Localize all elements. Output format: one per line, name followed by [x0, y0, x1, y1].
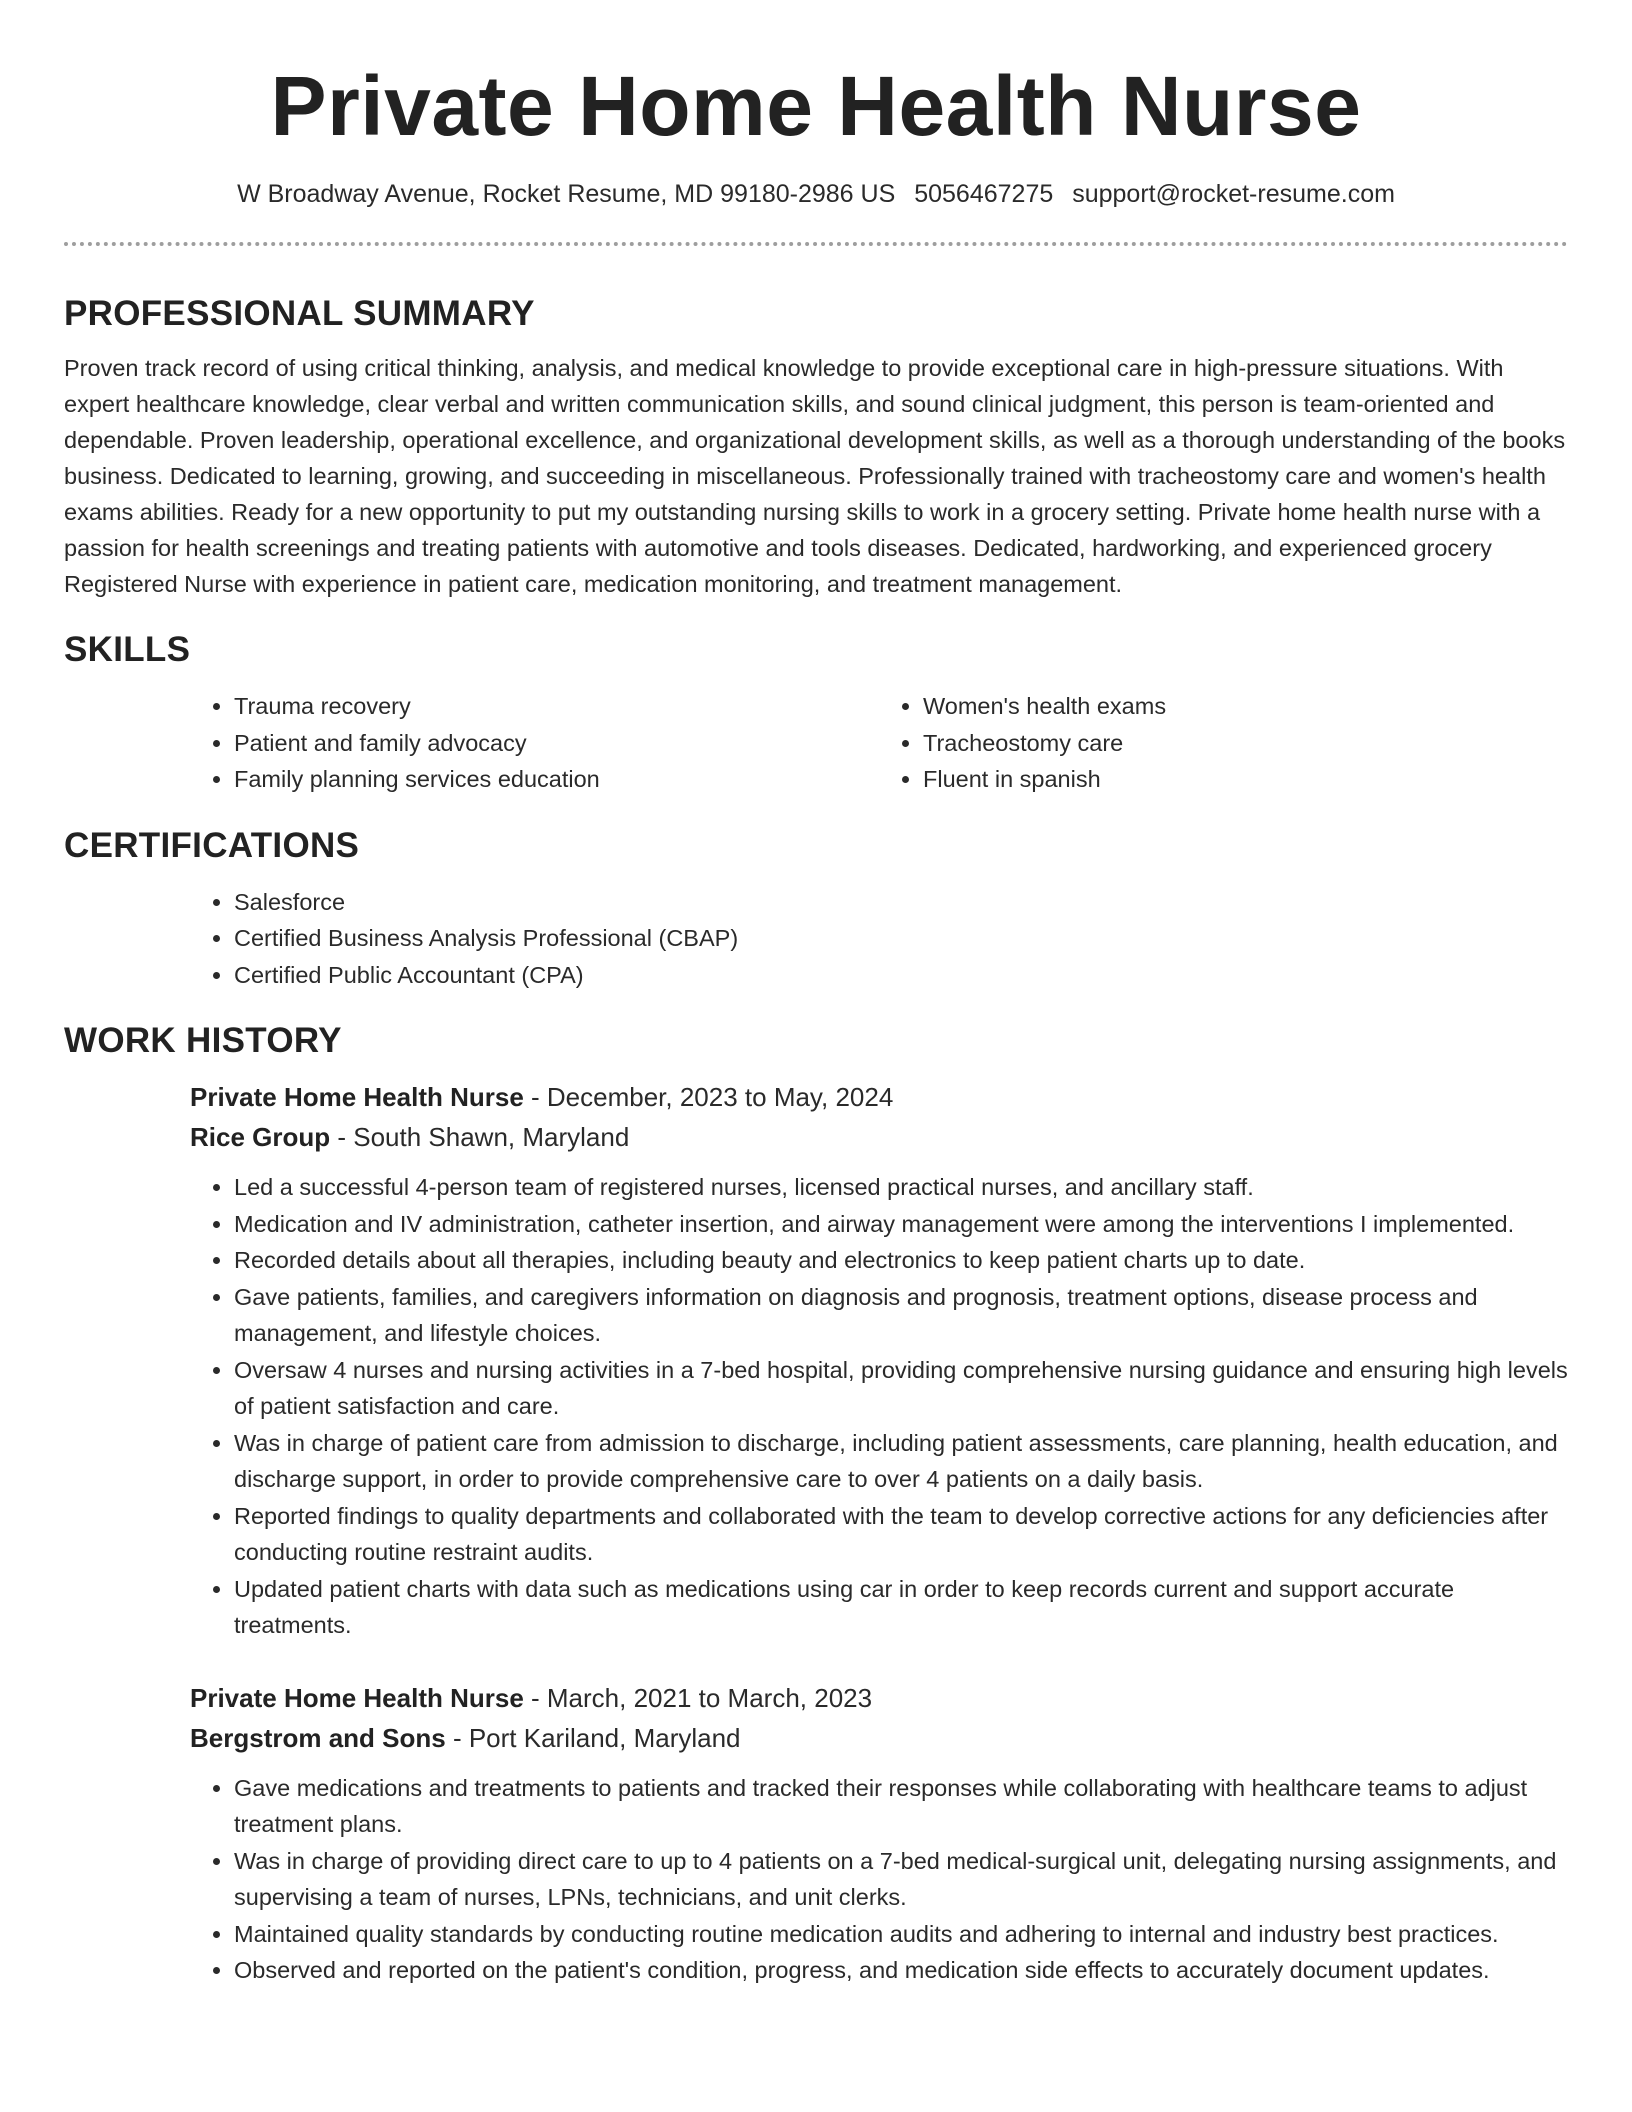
section-title-summary: PROFESSIONAL SUMMARY: [64, 294, 535, 333]
section-title-skills: SKILLS: [64, 630, 191, 669]
job-bullet: • Was in charge of patient care from admission to discharge, including patient assessments, care planning, health education, and discharge support, in order to provide comprehensive care to over 4 patients on a daily basis.: [234, 1425, 1568, 1498]
skill-item: • Women's health exams: [923, 688, 1568, 725]
job-bullet: • Recorded details about all therapies, including beauty and electronics to keep patient charts up to date.: [234, 1242, 1568, 1279]
resume-page: [64, 0, 1568, 1989]
certification-item: • Certified Public Accountant (CPA): [234, 957, 1568, 994]
job-bullet: • Reported findings to quality departments and collaborated with the team to develop corrective actions for any deficiencies after conducting routine restraint audits.: [234, 1498, 1568, 1571]
job-bullets: [190, 1770, 1568, 1989]
certification-item: • Certified Business Analysis Professional (CBAP): [234, 920, 1568, 957]
job-location: - South Shawn, Maryland: [330, 1122, 630, 1152]
skills-list-left: [190, 688, 879, 798]
skill-item: • Patient and family advocacy: [234, 725, 879, 762]
job-bullets: [190, 1169, 1568, 1644]
job-bullet: • Gave medications and treatments to patients and tracked their responses while collaborating with healthcare teams to adjust treatment plans.: [234, 1770, 1568, 1843]
job-title-line: [190, 1678, 1568, 1718]
job-company-line: [190, 1718, 1568, 1758]
contact-email: support@rocket-resume.com: [1072, 180, 1395, 208]
job-bullet: • Oversaw 4 nurses and nursing activities in a 7-bed hospital, providing comprehensive nursing guidance and ensuring high levels of patient satisfaction and care.: [234, 1352, 1568, 1425]
contact-line: [64, 178, 1568, 210]
job-bullet: • Updated patient charts with data such as medications using car in order to keep records current and support accurate treatments.: [234, 1571, 1568, 1644]
header-divider: [64, 242, 1568, 246]
job-title: Private Home Health Nurse: [190, 1682, 524, 1713]
certifications-list: [190, 884, 1568, 994]
job-title-line: [190, 1077, 1568, 1117]
job-company: Rice Group: [190, 1122, 331, 1152]
skill-item: • Tracheostomy care: [923, 725, 1568, 762]
contact-address: W Broadway Avenue, Rocket Resume, MD 99180-2986 US: [237, 180, 896, 208]
job-bullet: • Led a successful 4-person team of registered nurses, licensed practical nurses, and ancillary staff.: [234, 1169, 1568, 1206]
contact-phone: 5056467275: [914, 180, 1054, 208]
section-title-work-history: WORK HISTORY: [64, 1021, 342, 1060]
job-bullet: • Maintained quality standards by conducting routine medication audits and adhering to internal and industry best practices.: [234, 1916, 1568, 1953]
job-bullet: • Gave patients, families, and caregivers information on diagnosis and prognosis, treatment options, disease process and management, and lifestyle choices.: [234, 1279, 1568, 1352]
skill-item: • Family planning services education: [234, 761, 879, 798]
job-dates: - March, 2021 to March, 2023: [523, 1682, 873, 1713]
skills-lists: [190, 688, 1568, 798]
certification-item: • Salesforce: [234, 884, 1568, 921]
resume-name: Private Home Health Nurse: [270, 59, 1362, 153]
job-entry: [190, 1678, 1568, 1758]
job-company-line: [190, 1117, 1568, 1157]
job-dates: - December, 2023 to May, 2024: [523, 1082, 894, 1112]
job-bullet: • Was in charge of providing direct care to up to 4 patients on a 7-bed medical-surgical unit, delegating nursing assignments, and supervising a team of nurses, LPNs, technicians, and unit clerks.: [234, 1843, 1568, 1916]
section-title-certifications: CERTIFICATIONS: [64, 825, 360, 865]
skills-list-right: [879, 688, 1568, 798]
skill-item: • Trauma recovery: [234, 688, 879, 725]
summary-text: Proven track record of using critical thinking, analysis, and medical knowledge to provide exceptional care in high-pressure situations. With expert healthcare knowledge, clear verbal and written communication skills, and sound clinical judgment, this person is team-oriented and dependable. Proven leadership, operational excellence, and organizational development skills, as well as a thorough understanding of the books business. Dedicated to learning, growing, and succeeding in miscellaneous. Professionally trained with tracheostomy care and women's health exams abilities. Ready for a new opportunity to put my outstanding nursing skills to work in a grocery setting. Private home health nurse with a passion for health screenings and treating patients with automotive and tools diseases. Dedicated, hardworking, and experienced grocery Registered Nurse with experience in patient care, medication monitoring, and treatment management.: [64, 355, 1566, 597]
job-location: - Port Kariland, Maryland: [445, 1722, 741, 1753]
job-title: Private Home Health Nurse: [190, 1082, 524, 1112]
skill-item: • Fluent in spanish: [923, 761, 1568, 798]
job-bullet: • Observed and reported on the patient's condition, progress, and medication side effects to accurately document updates.: [234, 1952, 1568, 1989]
job-bullet: • Medication and IV administration, catheter insertion, and airway management were among the interventions I implemented.: [234, 1206, 1568, 1243]
job-company: Bergstrom and Sons: [190, 1722, 446, 1753]
job-entry: [190, 1077, 1568, 1157]
